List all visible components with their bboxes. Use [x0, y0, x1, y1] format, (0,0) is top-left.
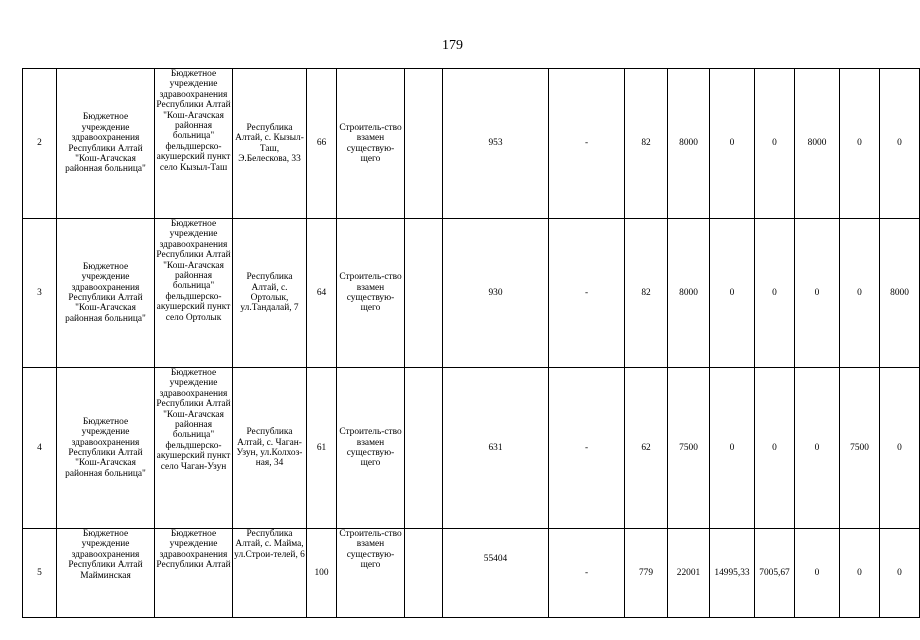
value-cell-5: 0 — [755, 219, 795, 368]
value-cell-3: 8000 — [668, 219, 710, 368]
table-row — [23, 219, 920, 368]
address-cell: Республика Алтай, с. Майма, ул.Строи-телей, 6 — [233, 529, 307, 618]
work-type-cell: Строитель-ство взамен существую-щего — [337, 219, 405, 368]
value-cell-7: 0 — [840, 69, 880, 219]
value-cell-2: 82 — [625, 219, 668, 368]
value-cell-5: 0 — [755, 368, 795, 529]
value-cell-8: 8000 — [880, 219, 920, 368]
value-cell-4: 14995,33 — [710, 529, 755, 618]
row-number: 4 — [23, 368, 57, 529]
address-cell: Республика Алтай, с. Чаган-Узун, ул.Колхоз-ная, 34 — [233, 368, 307, 529]
institution-cell: Бюджетное учреждение здравоохранения Республики Алтай Майминская — [57, 529, 155, 618]
table-row — [23, 69, 920, 219]
row-number: 2 — [23, 69, 57, 219]
table-row — [23, 529, 920, 618]
value-cell-7: 0 — [840, 219, 880, 368]
work-type-cell: Строитель-ство взамен существую-щего — [337, 529, 405, 618]
value-cell-1: 953 — [443, 69, 549, 219]
institution-cell: Бюджетное учреждение здравоохранения Республики Алтай "Кош-Агачская районная больница" — [57, 69, 155, 219]
value-cell-1: 55404 — [443, 529, 549, 618]
row-number: 5 — [23, 529, 57, 618]
value-cell-5: 0 — [755, 69, 795, 219]
dash-cell: - — [549, 529, 625, 618]
dash-cell: - — [549, 69, 625, 219]
row-number: 3 — [23, 219, 57, 368]
dash-cell: - — [549, 219, 625, 368]
facility-cell: Бюджетное учреждение здравоохранения Республики Алтай "Кош-Агачская районная больница" фельдшерско-акушерский пункт село Ортолык — [155, 219, 233, 368]
institution-cell: Бюджетное учреждение здравоохранения Республики Алтай "Кош-Агачская районная больница" — [57, 368, 155, 529]
dash-cell: - — [549, 368, 625, 529]
value-cell-3: 8000 — [668, 69, 710, 219]
facility-cell: Бюджетное учреждение здравоохранения Республики Алтай — [155, 529, 233, 618]
blank-cell — [405, 219, 443, 368]
value-cell-1: 631 — [443, 368, 549, 529]
value-cell-2: 82 — [625, 69, 668, 219]
count-cell: 61 — [307, 368, 337, 529]
value-cell-6: 8000 — [795, 69, 840, 219]
value-cell-7: 0 — [840, 529, 880, 618]
count-cell: 100 — [307, 529, 337, 618]
value-cell-8: 0 — [880, 368, 920, 529]
value-cell-2: 62 — [625, 368, 668, 529]
institution-cell: Бюджетное учреждение здравоохранения Республики Алтай "Кош-Агачская районная больница" — [57, 219, 155, 368]
blank-cell — [405, 368, 443, 529]
investment-table — [22, 68, 920, 618]
value-cell-6: 0 — [795, 529, 840, 618]
table-row — [23, 368, 920, 529]
value-cell-2: 779 — [625, 529, 668, 618]
facility-cell: Бюджетное учреждение здравоохранения Республики Алтай "Кош-Агачская районная больница" фельдшерско-акушерский пункт село Кызыл-Таш — [155, 69, 233, 219]
value-cell-3: 22001 — [668, 529, 710, 618]
facility-cell: Бюджетное учреждение здравоохранения Республики Алтай "Кош-Агачская районная больница" фельдшерско-акушерский пункт село Чаган-Узун — [155, 368, 233, 529]
value-cell-4: 0 — [710, 219, 755, 368]
value-cell-8: 0 — [880, 69, 920, 219]
blank-cell — [405, 69, 443, 219]
value-cell-6: 0 — [795, 368, 840, 529]
address-cell: Республика Алтай, с. Кызыл-Таш, Э.Белескова, 33 — [233, 69, 307, 219]
value-cell-6: 0 — [795, 219, 840, 368]
value-cell-7: 7500 — [840, 368, 880, 529]
work-type-cell: Строитель-ство взамен существую-щего — [337, 368, 405, 529]
address-cell: Республика Алтай, с. Ортолык, ул.Тандалай, 7 — [233, 219, 307, 368]
value-cell-1: 930 — [443, 219, 549, 368]
count-cell: 66 — [307, 69, 337, 219]
page-number: 179 — [442, 38, 463, 53]
value-cell-5: 7005,67 — [755, 529, 795, 618]
value-cell-4: 0 — [710, 368, 755, 529]
work-type-cell: Строитель-ство взамен существую-щего — [337, 69, 405, 219]
value-cell-3: 7500 — [668, 368, 710, 529]
blank-cell — [405, 529, 443, 618]
value-cell-8: 0 — [880, 529, 920, 618]
value-cell-4: 0 — [710, 69, 755, 219]
count-cell: 64 — [307, 219, 337, 368]
